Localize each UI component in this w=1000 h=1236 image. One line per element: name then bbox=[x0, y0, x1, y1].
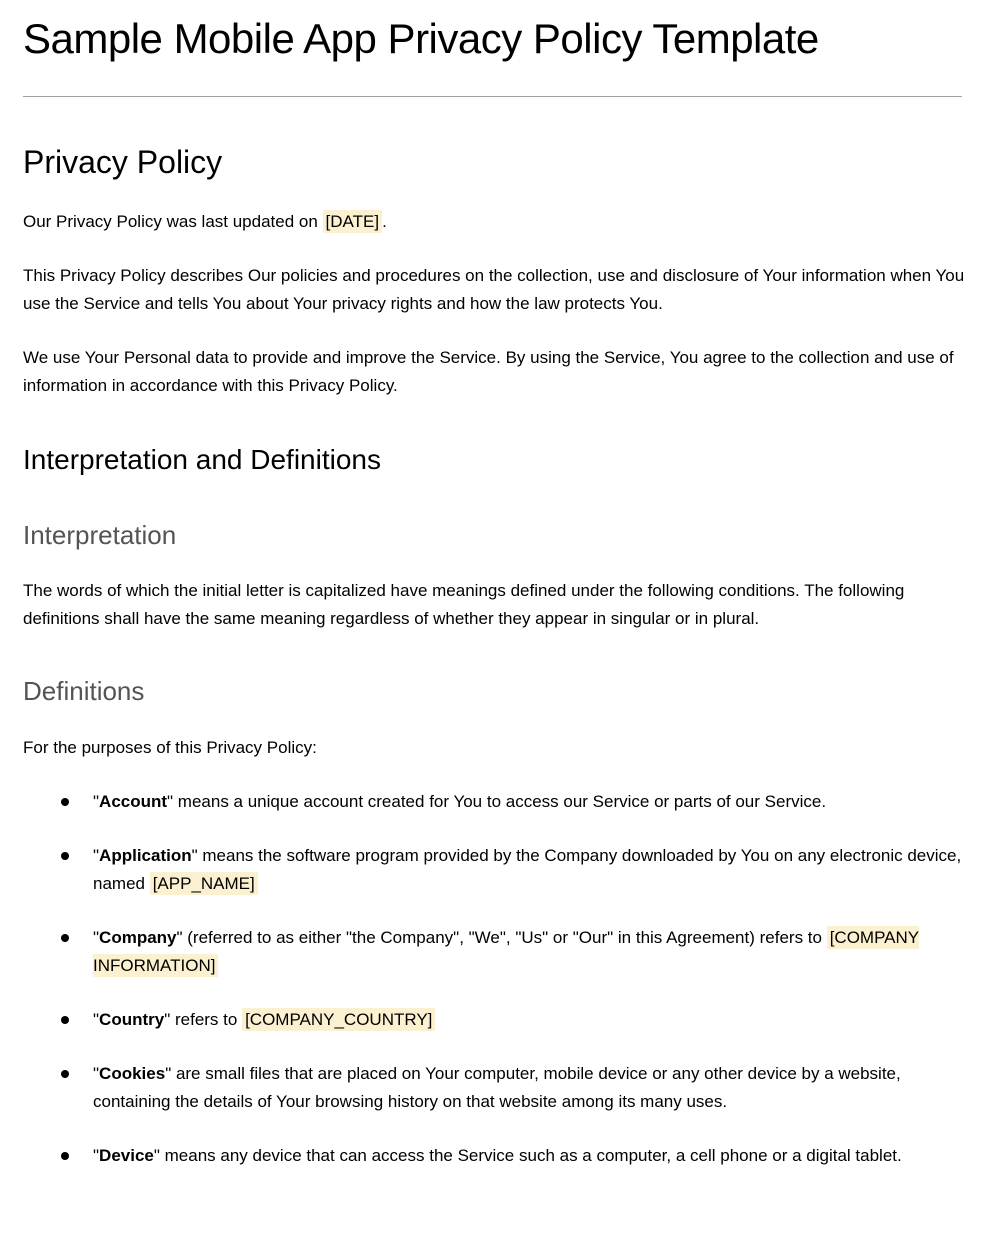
policy-description-paragraph bbox=[23, 262, 976, 318]
company-country-placeholder: [COMPANY_COUNTRY] bbox=[242, 1008, 435, 1031]
defined-term: Application bbox=[99, 845, 192, 865]
definition-item bbox=[93, 1060, 976, 1116]
text-run: . bbox=[382, 211, 387, 231]
defined-term: Device bbox=[99, 1145, 154, 1165]
text-run: Our Privacy Policy was last updated on bbox=[23, 211, 323, 231]
section-heading-interpretation-and-definitions: Interpretation and Definitions bbox=[23, 443, 381, 475]
text-run: We use Your Personal data to provide and improve the Service. By using the Service, You agree to the collection and use of information in accordance with this Privacy Policy. bbox=[23, 347, 954, 395]
definition-item bbox=[93, 788, 976, 816]
text-run: " bbox=[93, 1009, 100, 1029]
interpretation-paragraph: The words of which the initial letter is capitalized have meanings defined under the following conditions. The following definitions shall have the same meaning regardless of whether they appear in singular or in plural. bbox=[23, 581, 905, 629]
app-name-placeholder: [APP_NAME] bbox=[150, 872, 258, 895]
subsection-heading-interpretation: Interpretation bbox=[23, 519, 177, 550]
definition-item bbox=[93, 924, 976, 980]
definition-item bbox=[93, 842, 976, 898]
defined-term: Cookies bbox=[99, 1063, 166, 1083]
definitions-list bbox=[23, 788, 976, 1170]
text-run: " means any device that can access the Service such as a computer, a cell phone or a digital tablet. bbox=[153, 1145, 902, 1165]
defined-term: Country bbox=[99, 1009, 165, 1029]
text-run: " refers to bbox=[164, 1009, 243, 1029]
text-run: This Privacy Policy describes Our policies and procedures on the collection, use and disclosure of Your information when You use the Service and tells You about Your privacy rights and how the law protects You. bbox=[23, 265, 965, 313]
subsection-heading-definitions: Definitions bbox=[23, 676, 145, 707]
text-run: " bbox=[93, 845, 100, 865]
date-placeholder: [DATE] bbox=[323, 210, 383, 233]
definitions-lead-paragraph: For the purposes of this Privacy Policy: bbox=[23, 737, 317, 757]
text-run: " bbox=[93, 1145, 100, 1165]
text-run: " bbox=[93, 927, 100, 947]
definition-item bbox=[93, 1006, 976, 1034]
text-run: " means a unique account created for You to access our Service or parts of our Service. bbox=[167, 791, 827, 811]
defined-term: Company bbox=[99, 927, 177, 947]
personal-data-paragraph bbox=[23, 344, 976, 400]
text-run: " means the software program provided by the Company downloaded by You on any electronic device, named bbox=[93, 845, 962, 893]
page-title: Sample Mobile App Privacy Policy Template bbox=[23, 15, 819, 62]
text-run: " are small files that are placed on Your computer, mobile device or any other device by a website, containing the details of Your browsing history on that website among its many uses. bbox=[93, 1063, 901, 1111]
company-information-placeholder: [COMPANY INFORMATION] bbox=[93, 927, 920, 975]
text-run: " (referred to as either "the Company", "We", "Us" or "Our" in this Agreement) refers to bbox=[176, 927, 827, 947]
title-divider bbox=[23, 96, 962, 97]
definition-item bbox=[93, 1142, 976, 1170]
privacy-policy-heading: Privacy Policy bbox=[23, 144, 223, 181]
text-run: " bbox=[93, 1063, 100, 1083]
last-updated-paragraph bbox=[23, 208, 976, 236]
defined-term: Account bbox=[99, 791, 168, 811]
text-run: " bbox=[93, 791, 100, 811]
